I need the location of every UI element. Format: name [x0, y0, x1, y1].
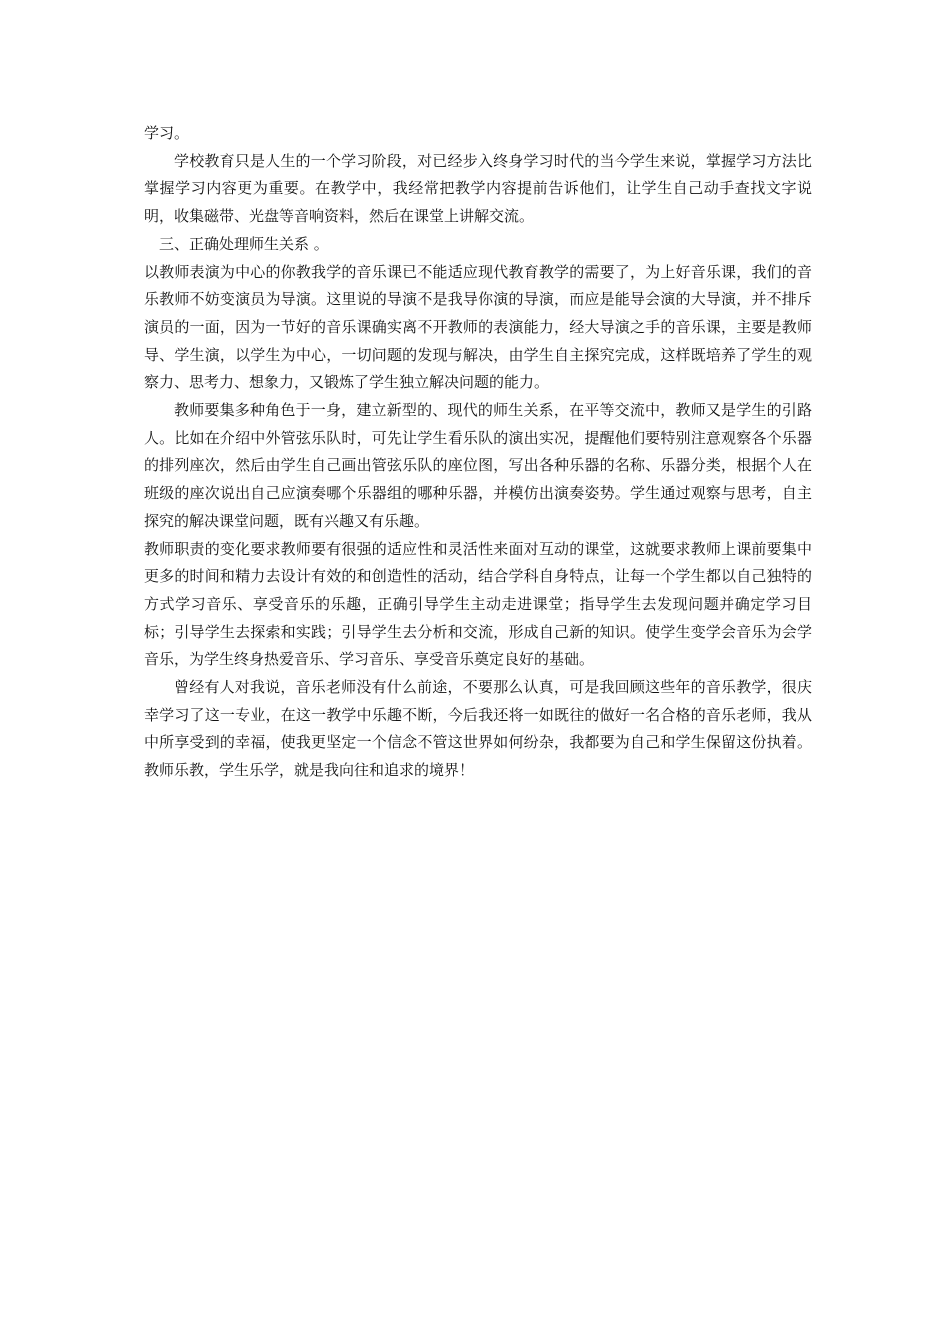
paragraph-multiple-roles: 教师要集多种角色于一身，建立新型的、现代的师生关系，在平等交流中，教师又是学生的引路人。比如在介绍中外管弦乐队时，可先让学生看乐队的演出实况，提醒他们要特别注意观察各个乐器的排列座次，然后由学生自己画出管弦乐队的座位图，写出各种乐器的名称、乐器分类，根据个人在班级的座次说出自己应演奏哪个乐器组的哪种乐器，并模仿出演奏姿势。学生通过观察与思考，自主探究的解决课堂问题，既有兴趣又有乐趣。: [144, 401, 812, 530]
paragraph-conclusion: 曾经有人对我说，音乐老师没有什么前途，不要那么认真，可是我回顾这些年的音乐教学，很庆幸学习了这一专业，在这一教学中乐趣不断，今后我还将一如既往的做好一名合格的音乐老师，我从中所享受到的幸福，使我更坚定一个信念不管这世界如何纷杂，我都要为自己和学生保留这份执着。教师乐教，学生乐学，就是我向往和追求的境界！: [144, 678, 812, 780]
section-heading-teacher-student: 三、正确处理师生关系 。: [159, 234, 329, 253]
paragraph-continuation: 学习。: [144, 124, 190, 142]
paragraph-director-role: 以教师表演为中心的你教我学的音乐课已不能适应现代教育教学的需要了，为上好音乐课，我们的音乐教师不妨变演员为导演。这里说的导演不是我导你演的导演，而应是能导会演的大导演，并不排斥演员的一面，因为一节好的音乐课确实离不开教师的表演能力，经大导演之手的音乐课，主要是教师导、学生演，以学生为中心，一切问题的发现与解决，由学生自主探究完成，这样既培养了学生的观察力、思考力、想象力，又锻炼了学生独立解决问题的能力。: [144, 262, 812, 392]
document-body: [144, 120, 812, 785]
paragraph-duty-changes: 教师职责的变化要求教师要有很强的适应性和灵活性来面对互动的课堂，这就要求教师上课前要集中更多的时间和精力去设计有效的和创造性的活动，结合学科自身特点，让每一个学生都以自己独特的方式学习音乐、享受音乐的乐趣，正确引导学生主动走进课堂；指导学生去发现问题并确定学习目标；引导学生去探索和实践；引导学生去分析和交流，形成自己新的知识。使学生变学会音乐为会学音乐，为学生终身热爱音乐、学习音乐、享受音乐奠定良好的基础。: [144, 539, 812, 669]
paragraph-learning-methods: 学校教育只是人生的一个学习阶段，对已经步入终身学习时代的当今学生来说，掌握学习方法比掌握学习内容更为重要。在教学中，我经常把教学内容提前告诉他们，让学生自己动手查找文字说明，收集磁带、光盘等音响资料，然后在课堂上讲解交流。: [144, 151, 812, 226]
